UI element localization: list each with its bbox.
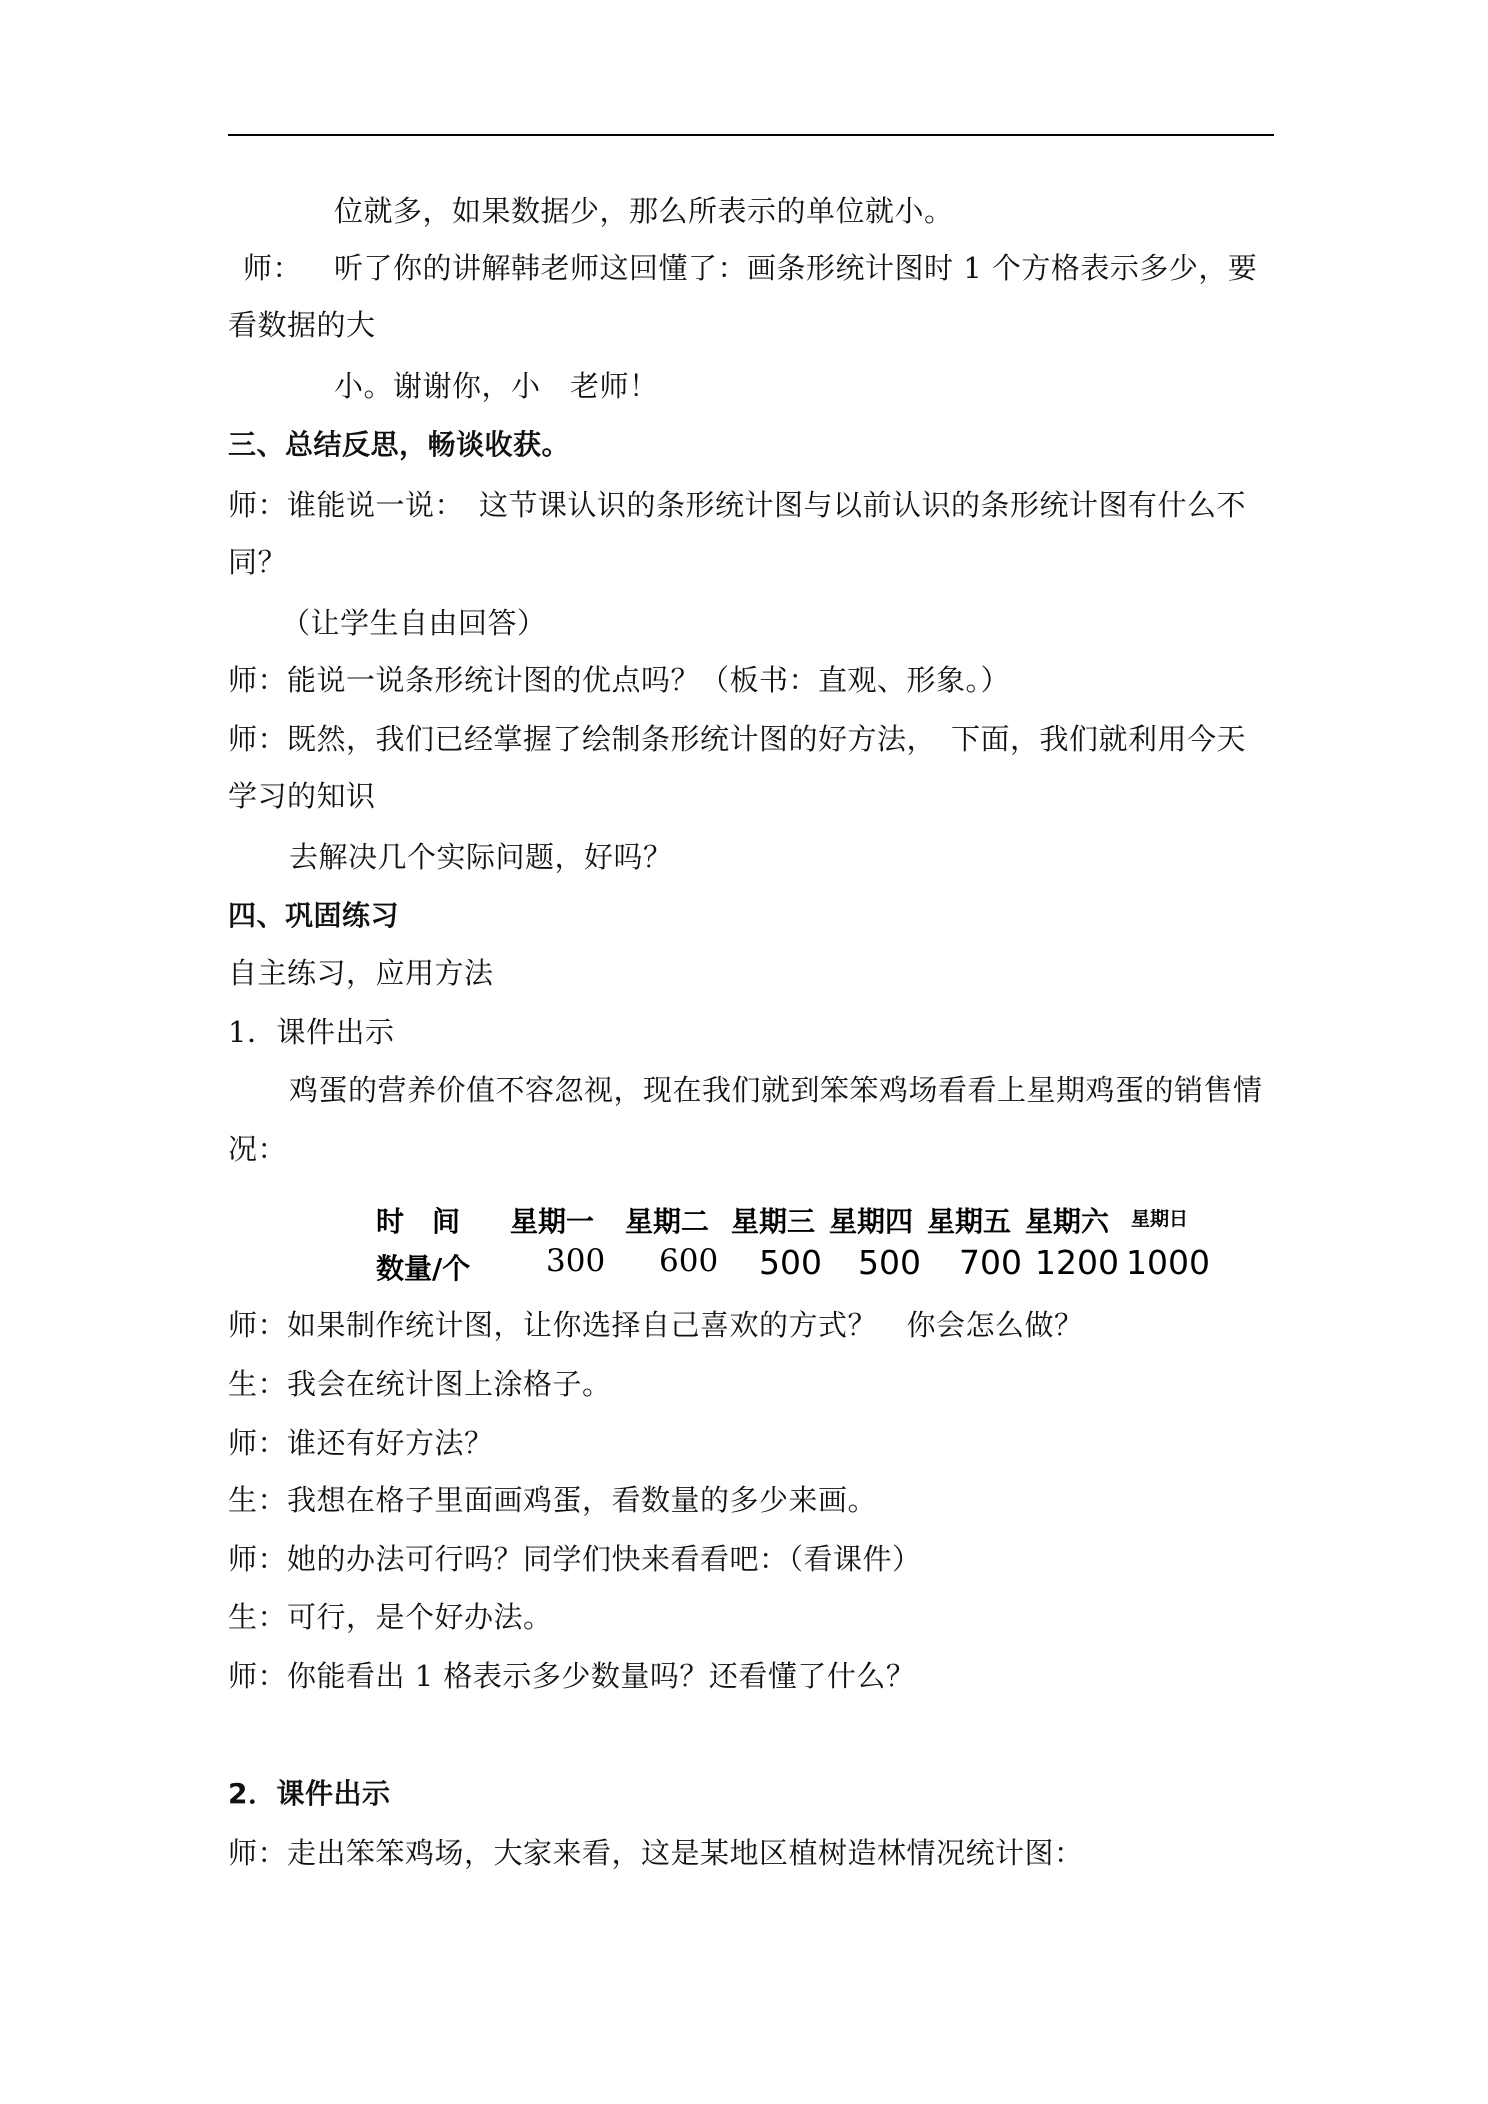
- table-value: 500: [759, 1243, 822, 1282]
- table-day: 星期一: [510, 1205, 595, 1238]
- text-line: 鸡蛋的营养价值不容忽视，现在我们就到笨笨鸡场看看上星期鸡蛋的销售情: [289, 1073, 1263, 1107]
- table-value: 500: [858, 1243, 921, 1282]
- table-value: 600: [659, 1243, 719, 1279]
- text-line: 师：如果制作统计图，让你选择自己喜欢的方式？ 你会怎么做？: [228, 1308, 1084, 1342]
- section-heading: 四、巩固练习: [228, 899, 400, 932]
- text-line: 同？: [228, 545, 288, 579]
- text-line: 生：我想在格子里面画鸡蛋，看数量的多少来画。: [228, 1483, 878, 1517]
- text-line: 位就多，如果数据少，那么所表示的单位就小。: [334, 194, 954, 228]
- text-line: 师：你能看出 1 格表示多少数量吗？还看懂了什么？: [228, 1659, 916, 1693]
- text-line: 生：可行，是个好办法。: [228, 1600, 553, 1634]
- text-line: 师：她的办法可行吗？同学们快来看看吧：（看课件）: [228, 1542, 922, 1576]
- text-line: 师：谁能说一说： 这节课认识的条形统计图与以前认识的条形统计图有什么不: [228, 488, 1247, 522]
- text-line: 师：既然，我们已经掌握了绘制条形统计图的好方法， 下面，我们就利用今天: [228, 722, 1247, 756]
- section-heading: 2．课件出示: [228, 1777, 391, 1810]
- text-line: 自主练习，应用方法: [228, 956, 494, 990]
- table-value: 700: [959, 1243, 1022, 1282]
- table-day: 星期二: [625, 1205, 710, 1238]
- header-rule: [228, 134, 1274, 136]
- text-line: 师：走出笨笨鸡场，大家来看，这是某地区植树造林情况统计图：: [228, 1836, 1084, 1870]
- table-row-label: 数量/个: [376, 1252, 471, 1285]
- text-line: 看数据的大: [228, 308, 376, 342]
- text-line: 况：: [228, 1132, 288, 1166]
- speaker-label: 师：: [243, 251, 303, 285]
- table-value: 1000: [1126, 1243, 1210, 1282]
- section-heading: 三、总结反思，畅谈收获。: [228, 428, 571, 461]
- table-day: 星期日: [1131, 1208, 1189, 1230]
- table-header-label: 时 间: [376, 1205, 461, 1238]
- table-day: 星期五: [927, 1205, 1012, 1238]
- text-line: 生：我会在统计图上涂格子。: [228, 1367, 612, 1401]
- text-line: 听了你的讲解韩老师这回懂了：画条形统计图时 1 个方格表示多少，要: [334, 251, 1258, 285]
- text-line: 小。谢谢你，小 老师！: [334, 369, 659, 403]
- text-line: 1．课件出示: [228, 1015, 395, 1049]
- table-day: 星期三: [731, 1205, 816, 1238]
- text-line: 师：谁还有好方法？: [228, 1426, 494, 1460]
- text-line: 师：能说一说条形统计图的优点吗？（板书：直观、形象。）: [228, 663, 1011, 697]
- text-line: （让学生自由回答）: [281, 606, 547, 640]
- table-day: 星期六: [1025, 1205, 1110, 1238]
- table-day: 星期四: [829, 1205, 914, 1238]
- table-value: 300: [546, 1243, 606, 1279]
- table-value: 1200: [1035, 1243, 1119, 1282]
- text-line: 去解决几个实际问题，好吗？: [289, 840, 673, 874]
- text-line: 学习的知识: [228, 779, 376, 813]
